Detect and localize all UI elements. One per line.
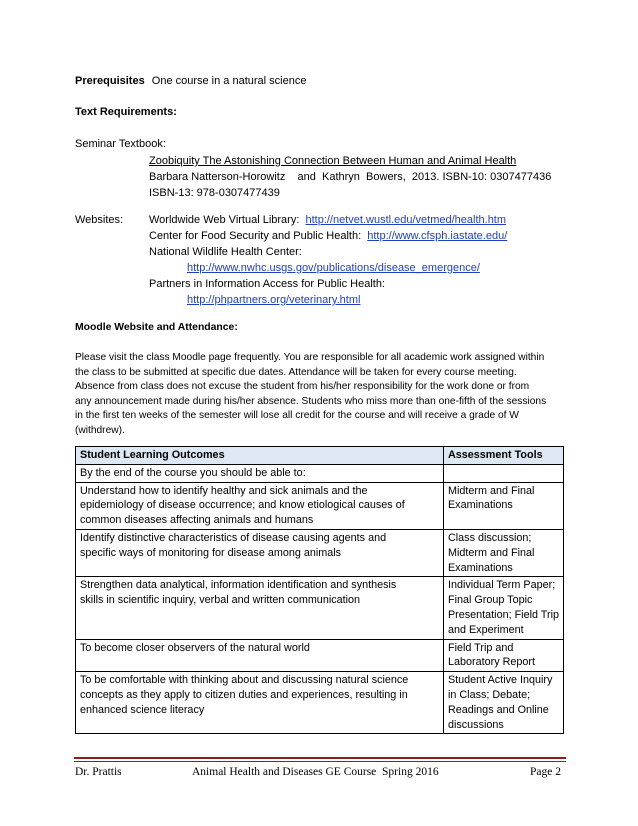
moodle-line: any announcement made during his/her absence. Students who miss more than one-fifth of the sessions — [75, 395, 547, 407]
assessment-line: discussions — [447, 718, 504, 731]
footer-divider-thin — [74, 761, 566, 762]
outcome-line: skills in scientific inquiry, verbal and written communication — [80, 594, 361, 607]
textbook-authors: Barbara Natterson-Horowitz and Kathryn Bowers, 2013. ISBN-10: 0307477436 — [149, 171, 552, 183]
outcome-line: Strengthen data analytical, information identification and synthesis — [80, 579, 397, 592]
partners-text: Partners in Information Access for Public Health: — [149, 278, 385, 290]
outcome-cell — [76, 577, 444, 639]
websites-label: Websites: — [75, 214, 124, 226]
intro-cell: By the end of the course you should be able to: — [76, 464, 444, 482]
assessment-line: Final Group Topic — [447, 594, 533, 607]
wwvl-text: Worldwide Web Virtual Library: — [149, 214, 300, 226]
table-row — [76, 529, 564, 576]
footer-author: Dr. Prattis — [75, 766, 122, 778]
assessment-cell — [443, 672, 563, 734]
nwhc-link[interactable]: http://www.nwhc.usgs.gov/publications/disease_emergence/ — [187, 262, 480, 274]
outcome-cell — [76, 639, 444, 672]
table-intro-row — [76, 464, 564, 482]
assessment-line: Midterm and Final — [447, 484, 535, 497]
header-outcomes: Student Learning Outcomes — [76, 447, 444, 465]
footer-page-number: Page 2 — [530, 766, 561, 778]
assessment-line: Individual Term Paper; — [447, 579, 556, 592]
cfsph-link[interactable]: http://www.cfsph.iastate.edu/ — [367, 230, 508, 242]
outcome-line: epidemiology of disease occurrence; and know etiological causes of — [80, 499, 405, 512]
prerequisites-line — [75, 75, 306, 87]
table-row — [76, 482, 564, 529]
outcome-line: To become closer observers of the natural world — [80, 641, 310, 654]
assessment-line: Midterm and Final — [447, 546, 535, 559]
website-cfsph — [149, 230, 507, 242]
textbook-title: Zoobiquity The Astonishing Connection Between Human and Animal Health — [149, 155, 517, 167]
table-row — [76, 672, 564, 734]
assessment-cell — [443, 639, 563, 672]
assessment-line: Laboratory Report — [447, 656, 535, 669]
partners-link[interactable]: http://phpartners.org/veterinary.html — [187, 294, 361, 306]
seminar-textbook-label: Seminar Textbook: — [75, 138, 166, 150]
cfsph-text: Center for Food Security and Public Health: — [149, 230, 362, 242]
outcome-line: enhanced science literacy — [80, 703, 205, 716]
website-wwvl — [149, 214, 506, 226]
assessment-line: Class discussion; — [447, 531, 532, 544]
assessment-cell — [443, 577, 563, 639]
outcome-line: Identify distinctive characteristics of disease causing agents and — [80, 531, 387, 544]
outcome-line: concepts as they apply to citizen duties and experiences, resulting in — [80, 688, 408, 701]
nwhc-text: National Wildlife Health Center: — [149, 246, 302, 258]
assessment-cell — [443, 482, 563, 529]
outcome-line: To be comfortable with thinking about and discussing natural science — [80, 674, 409, 687]
outcome-cell — [76, 529, 444, 576]
moodle-line: the class to be submitted at specific due dates. Attendance will be taken for every course meeting. — [75, 366, 517, 378]
footer-divider — [74, 757, 566, 759]
outcome-line: common diseases affecting animals and humans — [80, 514, 314, 527]
outcome-line: Understand how to identify healthy and sick animals and the — [80, 484, 368, 497]
moodle-line: Please visit the class Moodle page frequently. You are responsible for all academic work assigned within — [75, 352, 545, 363]
footer-course: Animal Health and Diseases GE Course Spring 2016 — [192, 766, 439, 778]
assessment-line: Examinations — [447, 561, 513, 574]
assessment-line: Readings and Online — [447, 703, 549, 716]
assessment-line: Student Active Inquiry — [447, 674, 553, 687]
moodle-line: in the first ten weeks of the semester will lose all credit for the course and will receive a grade of W — [75, 410, 519, 422]
assessment-line: Examinations — [447, 499, 513, 512]
moodle-heading: Moodle Website and Attendance: — [75, 322, 238, 333]
wwvl-link[interactable]: http://netvet.wustl.edu/vetmed/health.htm — [305, 214, 507, 226]
textbook-isbn13: ISBN-13: 978-0307477439 — [149, 187, 280, 199]
text-requirements-heading: Text Requirements: — [75, 106, 177, 118]
assessment-cell — [443, 529, 563, 576]
intro-empty-cell — [443, 464, 563, 482]
moodle-line: Absence from class does not excuse the student from his/her responsibility for the work done or from — [75, 381, 530, 393]
prerequisites-text: One course in a natural science — [151, 75, 307, 87]
table-row — [76, 577, 564, 639]
outcome-cell — [76, 482, 444, 529]
assessment-line: in Class; Debate; — [447, 688, 531, 701]
learning-outcomes-table — [75, 446, 564, 734]
table-header-row — [76, 447, 564, 465]
moodle-paragraph — [75, 351, 575, 439]
header-assessment: Assessment Tools — [443, 447, 563, 465]
assessment-line: Field Trip and — [447, 641, 514, 654]
prerequisites-label: Prerequisites — [75, 75, 145, 87]
outcome-line: specific ways of monitoring for disease among animals — [80, 546, 342, 559]
assessment-line: Presentation; Field Trip — [447, 608, 559, 621]
assessment-line: and Experiment — [447, 623, 524, 636]
table-row — [76, 639, 564, 672]
moodle-line: (withdrew). — [75, 424, 125, 436]
outcome-cell — [76, 672, 444, 734]
